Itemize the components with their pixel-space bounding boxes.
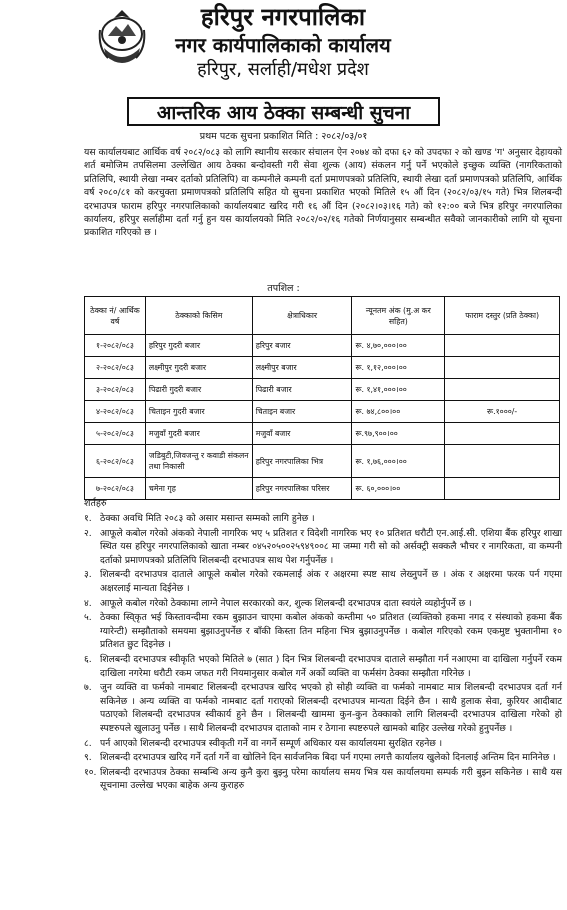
term-text: ठेक्का स्वि्कृत भई किस्तावन्दीमा रकम बुझाउन चाएमा कबोल अंकको कम्तीमा ५० प्रतिशत (व्यक्तिको हकमा नगद र संस्थाको हकमा बैंक ग्यारेन्टी) सम्झौताको समयमा बुझाउनुपर्नेछ र बाँकी किस्ता तिन महिना भित्र बुझाउनुपर्नेछ । कबोल गरिएको रकम एकमुष्ट भुक्तानीमा १० प्रतिशत छुट दिइनेछ । [100, 612, 562, 651]
cell-form-fee [445, 357, 560, 379]
table-row [85, 357, 560, 379]
cell-jurisdiction: चिताइन बजार [252, 401, 352, 423]
list-item [84, 653, 562, 680]
term-number: २. [84, 527, 92, 539]
terms-heading: शर्तहरु [84, 498, 107, 509]
cell-form-fee [445, 423, 560, 445]
table-row [85, 478, 560, 500]
cell-jurisdiction: लक्ष्मीपुर बजार [252, 357, 352, 379]
list-item [84, 527, 562, 568]
term-text: ठेक्का अवधि मिति २०८३ को असार मसान्त सम्मको लागि हुनेछ । [100, 513, 315, 524]
cell-contract-no: ७-२०८२/०८३ [85, 478, 146, 500]
term-text: शिलबन्दी दरभाउपत्र स्वीकृति भएको मितिले ७ (सात ) दिन भित्र शिलबन्दी दरभाउपत्र दाताले सम्झौता गर्न नआएमा वा दाखिला गर्नुपर्ने रकम दाखिला नगरेमा धरौटी रकम जफत गरी नियमानुसार कबोल गर्ने अर्को व्यक्ति वा फर्मसंग ठेक्का सम्झौता गरिनेछ । [100, 653, 562, 679]
cell-jurisdiction: मजुवाँ बजार [252, 423, 352, 445]
term-number: ८. [84, 737, 92, 749]
cell-contract-type: चिताइन गुदरी बजार [145, 401, 252, 423]
cell-jurisdiction: पिढारी बजार [252, 379, 352, 401]
cell-form-fee [445, 445, 560, 478]
list-item [84, 568, 562, 595]
term-text: शिलबन्दी दरभाउपत्र ठेक्का सम्बन्धि अन्य कुनै कुरा बुझ्नु परेमा कार्यालय समय भित्र यस कार्यालयमा सम्पर्क गरी बुझ्न सकिनेछ । साथै यस सूचनामा उल्लेख भएका बाहेक अन्य कुराहरु [100, 766, 562, 792]
municipality-name: हरिपुर नगरपालिका [200, 3, 366, 31]
cell-contract-no: २-२०८२/०८३ [85, 357, 146, 379]
header-minimum-amount: न्यूनतम अंक (मु.अ कर सहित) [352, 297, 445, 335]
table-row [85, 401, 560, 423]
term-text: शिलबन्दी दरभाउपत्र खरिद गर्ने दर्ता गर्ने वा खोलिने दिन सार्वजनिक बिदा पर्न गएमा लगत्तै कार्यालय खुलेको दिनलाई अन्तिम दिन मानिनेछ । [100, 752, 556, 764]
cell-contract-type: लक्ष्मीपुर गुदरी बजार [145, 357, 252, 379]
header-contract-type: ठेक्काको किसिम [145, 297, 252, 335]
term-number: १०. [84, 766, 97, 778]
cell-jurisdiction: हरिपुर नगरपालिका परिसर [252, 478, 352, 500]
cell-form-fee [445, 335, 560, 357]
cell-minimum-amount: रू. ७४,८००।०० [352, 401, 445, 423]
header-form-fee: फाराम दस्तुर (प्रति ठेक्का) [445, 297, 560, 335]
term-number: ४. [84, 597, 92, 609]
cell-jurisdiction: हरिपुर बजार [252, 335, 352, 357]
cell-contract-type: जडिबुटी,जिवजन्तु र कवाडी संकलन तथा निकासी [145, 445, 252, 478]
term-text: शिलबन्दी दरभाउपत्र दाताले आफूले कबोल गरेको रकमलाई अंक र अक्षरमा स्पष्ट साथ लेख्नुपर्ने छ । अंक र अक्षरमा फरक पर्न गएमा अक्षरलाई मान्यता दिईनेछ । [100, 569, 562, 594]
table-row [85, 445, 560, 478]
table-header-row [85, 297, 560, 335]
cell-contract-no: ४-२०८२/०८३ [85, 401, 146, 423]
table-row [85, 379, 560, 401]
cell-minimum-amount: रू. ४,७०,०००।०० [352, 335, 445, 357]
cell-form-fee: रू.१०००/- [445, 401, 560, 423]
cell-contract-no: ३-२०८२/०८३ [85, 379, 146, 401]
office-name: नगर कार्यपालिकाको कार्यालय [175, 33, 391, 57]
list-item [84, 766, 562, 793]
term-number: ९. [84, 752, 92, 764]
cell-minimum-amount: रू. १,१२,०००।०० [352, 357, 445, 379]
details-label: तपशिल : [267, 283, 300, 294]
cell-minimum-amount: रू. १,४१,०००।०० [352, 379, 445, 401]
cell-contract-type: पिढारी गुदरी बजार [145, 379, 252, 401]
term-number: १. [84, 513, 92, 524]
notice-title-box [127, 97, 440, 126]
term-number: ५. [84, 612, 92, 624]
cell-contract-no: ५-२०८२/०८३ [85, 423, 146, 445]
table-row [85, 423, 560, 445]
list-item [84, 512, 562, 526]
cell-minimum-amount: रू. ६०,०००।०० [352, 478, 445, 500]
contracts-table [84, 296, 560, 500]
cell-form-fee [445, 379, 560, 401]
cell-form-fee [445, 478, 560, 500]
notice-title: आन्तरिक आय ठेक्का सम्बन्धी सुचना [156, 101, 411, 124]
list-item [84, 737, 562, 751]
notice-intro-paragraph: यस कार्यालयबाट आर्थिक वर्ष २०८२/०८३ को लागि स्थानीय सरकार संचालन ऐन २०७४ को दफा ६२ को उपदफा २ को खण्ड 'ग' अनुसार देहायको शर्त बमोजिम तपसिलमा उल्लेखित आय ठेक्का बन्दोवस्ती गरी सेवा शुल्क (आय) संकलन गर्नु पर्ने भएकोले इच्छुक व्यक्ति (नागरिकताको प्रतिलिपि, स्थायी लेखा नम्बर दर्ताको प्रतिलिपि) वा कम्पनीले कम्पनी दर्ता प्रमाणपत्रको प्रतिलिपि, स्थायी लेखा दर्ता प्रमाणपत्रको प्रतिलिपि, आर्थिक वर्ष २०८०/८१ को करचुक्ता प्रमाणपत्रको प्रतिलिपि सहित यो सुचना प्रकाशित भएको मितिले १५ औं दिन (२०८२/०३/१५ गते) भित्र शिलबन्दी दरभाउपत्र फाराम हरिपुर नगरपालिकाको कार्यालयबाट खरिद गरी १६ औं दिन (२०८२।०३।१६ गते) को १२:०० बजे भित्र हरिपुर नगरपालिका कार्यालय, हरिपुर सर्लाहीमा दर्ता गर्नु हुन यस कार्यालयको मिति २०८२/०२/१६ गतेको निर्णयानुसार सम्बन्धीत सवैको जानकारीको लागि यो सूचना प्रकाशित गरिएको छ । [84, 147, 562, 239]
header-contract-no: ठेक्का नं/ आर्थिक वर्ष [85, 297, 146, 335]
term-text: पर्न आएको शिलबन्दी दरभाउपत्र स्वीकृती गर्ने वा नगर्ने सम्पूर्ण अधिकार यस कार्यालयमा सुरक्षित रहनेछ । [100, 737, 443, 749]
cell-contract-no: ६-२०८२/०८३ [85, 445, 146, 478]
list-item [84, 597, 562, 611]
table-row [85, 335, 560, 357]
cell-jurisdiction: हरिपुर नगरपालिका भित्र [252, 445, 352, 478]
list-item [84, 751, 562, 765]
list-item [84, 611, 562, 652]
cell-contract-type: मजुवाँ गुदरी बजार [145, 423, 252, 445]
publish-date: प्रथम पटक सुचना प्रकाशित मिति : २०८२/०३/०१ [199, 131, 368, 142]
cell-minimum-amount: रू. १,७६,०००।०० [352, 445, 445, 478]
term-number: ७. [84, 682, 92, 694]
term-text: जुन व्यक्ति वा फर्मको नामबाट शिलबन्दी दरभाउपत्र खरिद भएको हो सोही व्यक्ति वा फर्मको नामबाट मात्र शिलबन्दी दरभाउपत्र दर्ता गर्न सकिनेछ । अन्य व्यक्ति वा फर्मको नामबाट दर्ता गराएको शिलबन्दी दरभाउपत्र मान्यता दिईने छैन । साथै हुलाक सेवा, कुरियर आदीबाट पठाएको शिलबन्दी दरभाउपत्र स्वीकार्य हुने छैन । शिलबन्दी खाममा कुन-कुन ठेक्काको लागि शिलबन्दी दरभाउपत्र दाखिला गरेको हो स्पष्टरुपले खुलाउनु पर्नेछ । साथै शिलबन्दी दरभाउपत्र दाताको नाम र ठेगाना स्पष्टरुपले खामको बाहिर उल्लेख गरेको हुनुपर्नेछ । [100, 682, 562, 734]
cell-contract-no: १-२०८२/०८३ [85, 335, 146, 357]
cell-contract-type: हरिपुर गुदरी बजार [145, 335, 252, 357]
cell-minimum-amount: रू.९७,९००।०० [352, 423, 445, 445]
cell-contract-type: चमेना गृह [145, 478, 252, 500]
office-address: हरिपुर, सर्लाही/मधेश प्रदेश [197, 59, 369, 80]
term-number: ६. [84, 653, 92, 665]
term-number: ३. [84, 569, 92, 581]
term-text: आफूले कबोल गरेको अंकको नेपाली नागरिक भए ५ प्रतिशत र विदेशी नागरिक भए १० प्रतिशत धरौटी एन.आई.सी. एशिया बैंक हरिपुर शाखा स्थित यस हरिपुर नगरपालिकाको खाता नम्बर ०४५२०५००२५९४९००८ मा जम्मा गरी सो को अर्सक्ट्री सक्कलै भौचर र नागरिकता, वा कम्पनी दर्ताको प्रमाणपत्रको प्रतिलिपि शिलबन्दी दरभाउपत्र साथ पेश गर्नुपर्नेछ । [100, 527, 562, 566]
terms-list [84, 512, 562, 794]
letterhead [88, 2, 478, 82]
header-jurisdiction: क्षेत्राधिकार [252, 297, 352, 335]
term-text: आफूले कबोल गरेको ठेक्कामा लाग्ने नेपाल सरकारको कर, शुल्क शिलबन्दी दरभाउपत्र दाता स्वयंले व्यहोर्नुपर्ने छ । [100, 597, 472, 609]
list-item [84, 681, 562, 735]
